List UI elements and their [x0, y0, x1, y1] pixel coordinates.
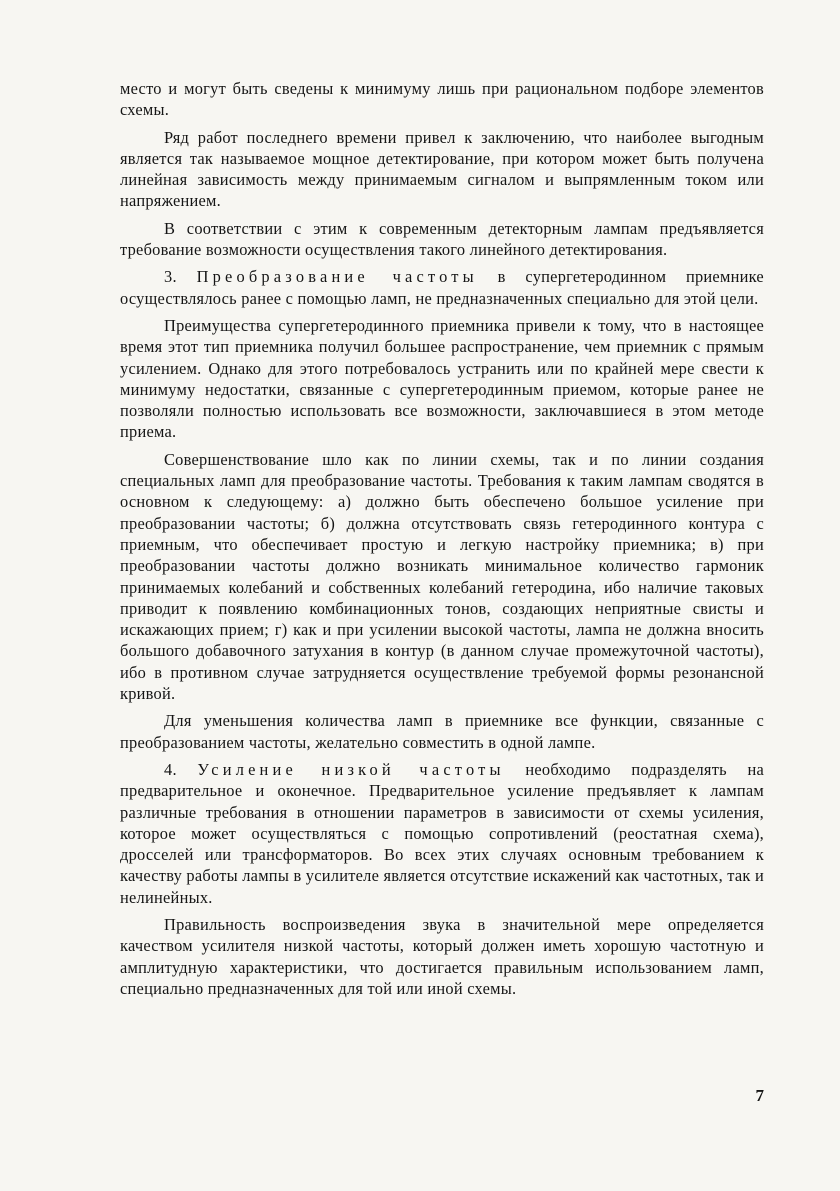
paragraph-7: Для уменьшения количества ламп в приемнике все функции, связанные с преобразованием частоты, желательно совместить в одной лампе. — [120, 711, 764, 752]
section-4-paragraph — [120, 759, 764, 908]
section-text: необходимо подразделять на предварительное и оконечное. Предварительное усиление предъявляет к лампам различные требования в отношении параметров в зависимости от схемы усиления, которое может осуществляться с помощью сопротивлений (реостатная схема), дросселей или трансформаторов. Во всех этих случаях основным требованием к качеству работы лампы в усилителе является отсутствие искажений как частотных, так и нелинейных. — [120, 759, 764, 907]
paragraph-5: Преимущества супергетеродинного приемника привели к тому, что в настоящее время этот тип приемника получил большее распространение, чем приемник с прямым усилением. Однако для этого потребовалось устранить или по крайней мере свести к минимуму недостатки, связанные с супергетеродинным приемом, которые ранее не позволяли полностью использовать все возможности, заключавшиеся в этом методе приема. — [120, 315, 764, 442]
paragraph-6: Совершенствование шло как по линии схемы, так и по линии создания специальных ламп для преобразование частоты. Требования к таким лампам сводятся в основном к следующему: а) должно быть обеспечено большое усиление при преобразовании частоты; б) должна отсутствовать связь гетеродинного контура с приемным, что обеспечивает простую и легкую настройку приемника; в) при преобразовании частоты должно возникать минимальное количество гармоник принимаемых колебаний и собственных колебаний гетеродина, ибо наличие таковых приводит к появлению комбинационных тонов, создающих неприятные свисты и искажающих прием; г) как и при усилении высокой частоты, лампа не должна вносить большого добавочного затухания в контур (в данном случае промежуточной частоты), ибо в противном случае затрудняется осуществление требуемой формы резонансной кривой. — [120, 449, 764, 704]
paragraph-3: В соответствии с этим к современным детекторным лампам предъявляется требование возможности осуществления такого линейного детектирования. — [120, 218, 764, 260]
section-number: 3. — [164, 267, 177, 287]
paragraph-9: Правильность воспроизведения звука в значительной мере определяется качеством усилителя низкой частоты, который должен иметь хорошую частотную и амплитудную характеристики, что достигается правильным использованием ламп, специально предназначенных для той или иной схемы. — [120, 914, 764, 998]
paragraph-1: место и могут быть сведены к минимуму лишь при рациональном подборе элементов схемы. — [120, 79, 764, 120]
section-text: в супергетеродинном приемнике осуществлялось ранее с помощью ламп, не предназначенных специально для этой цели. — [120, 267, 764, 308]
section-heading: Преобразование частоты — [196, 267, 478, 287]
paragraph-2: Ряд работ последнего времени привел к заключению, что наиболее выгодным является так называемое мощное детектирование, при котором может быть получена линейная зависимость между принимаемым сигналом и выпрямленным током или напряжением. — [120, 127, 764, 211]
section-3-paragraph — [120, 266, 764, 309]
page-number: 7 — [755, 1086, 764, 1105]
section-heading: Усиление низкой частоты — [197, 759, 505, 779]
section-number: 4. — [164, 759, 177, 779]
